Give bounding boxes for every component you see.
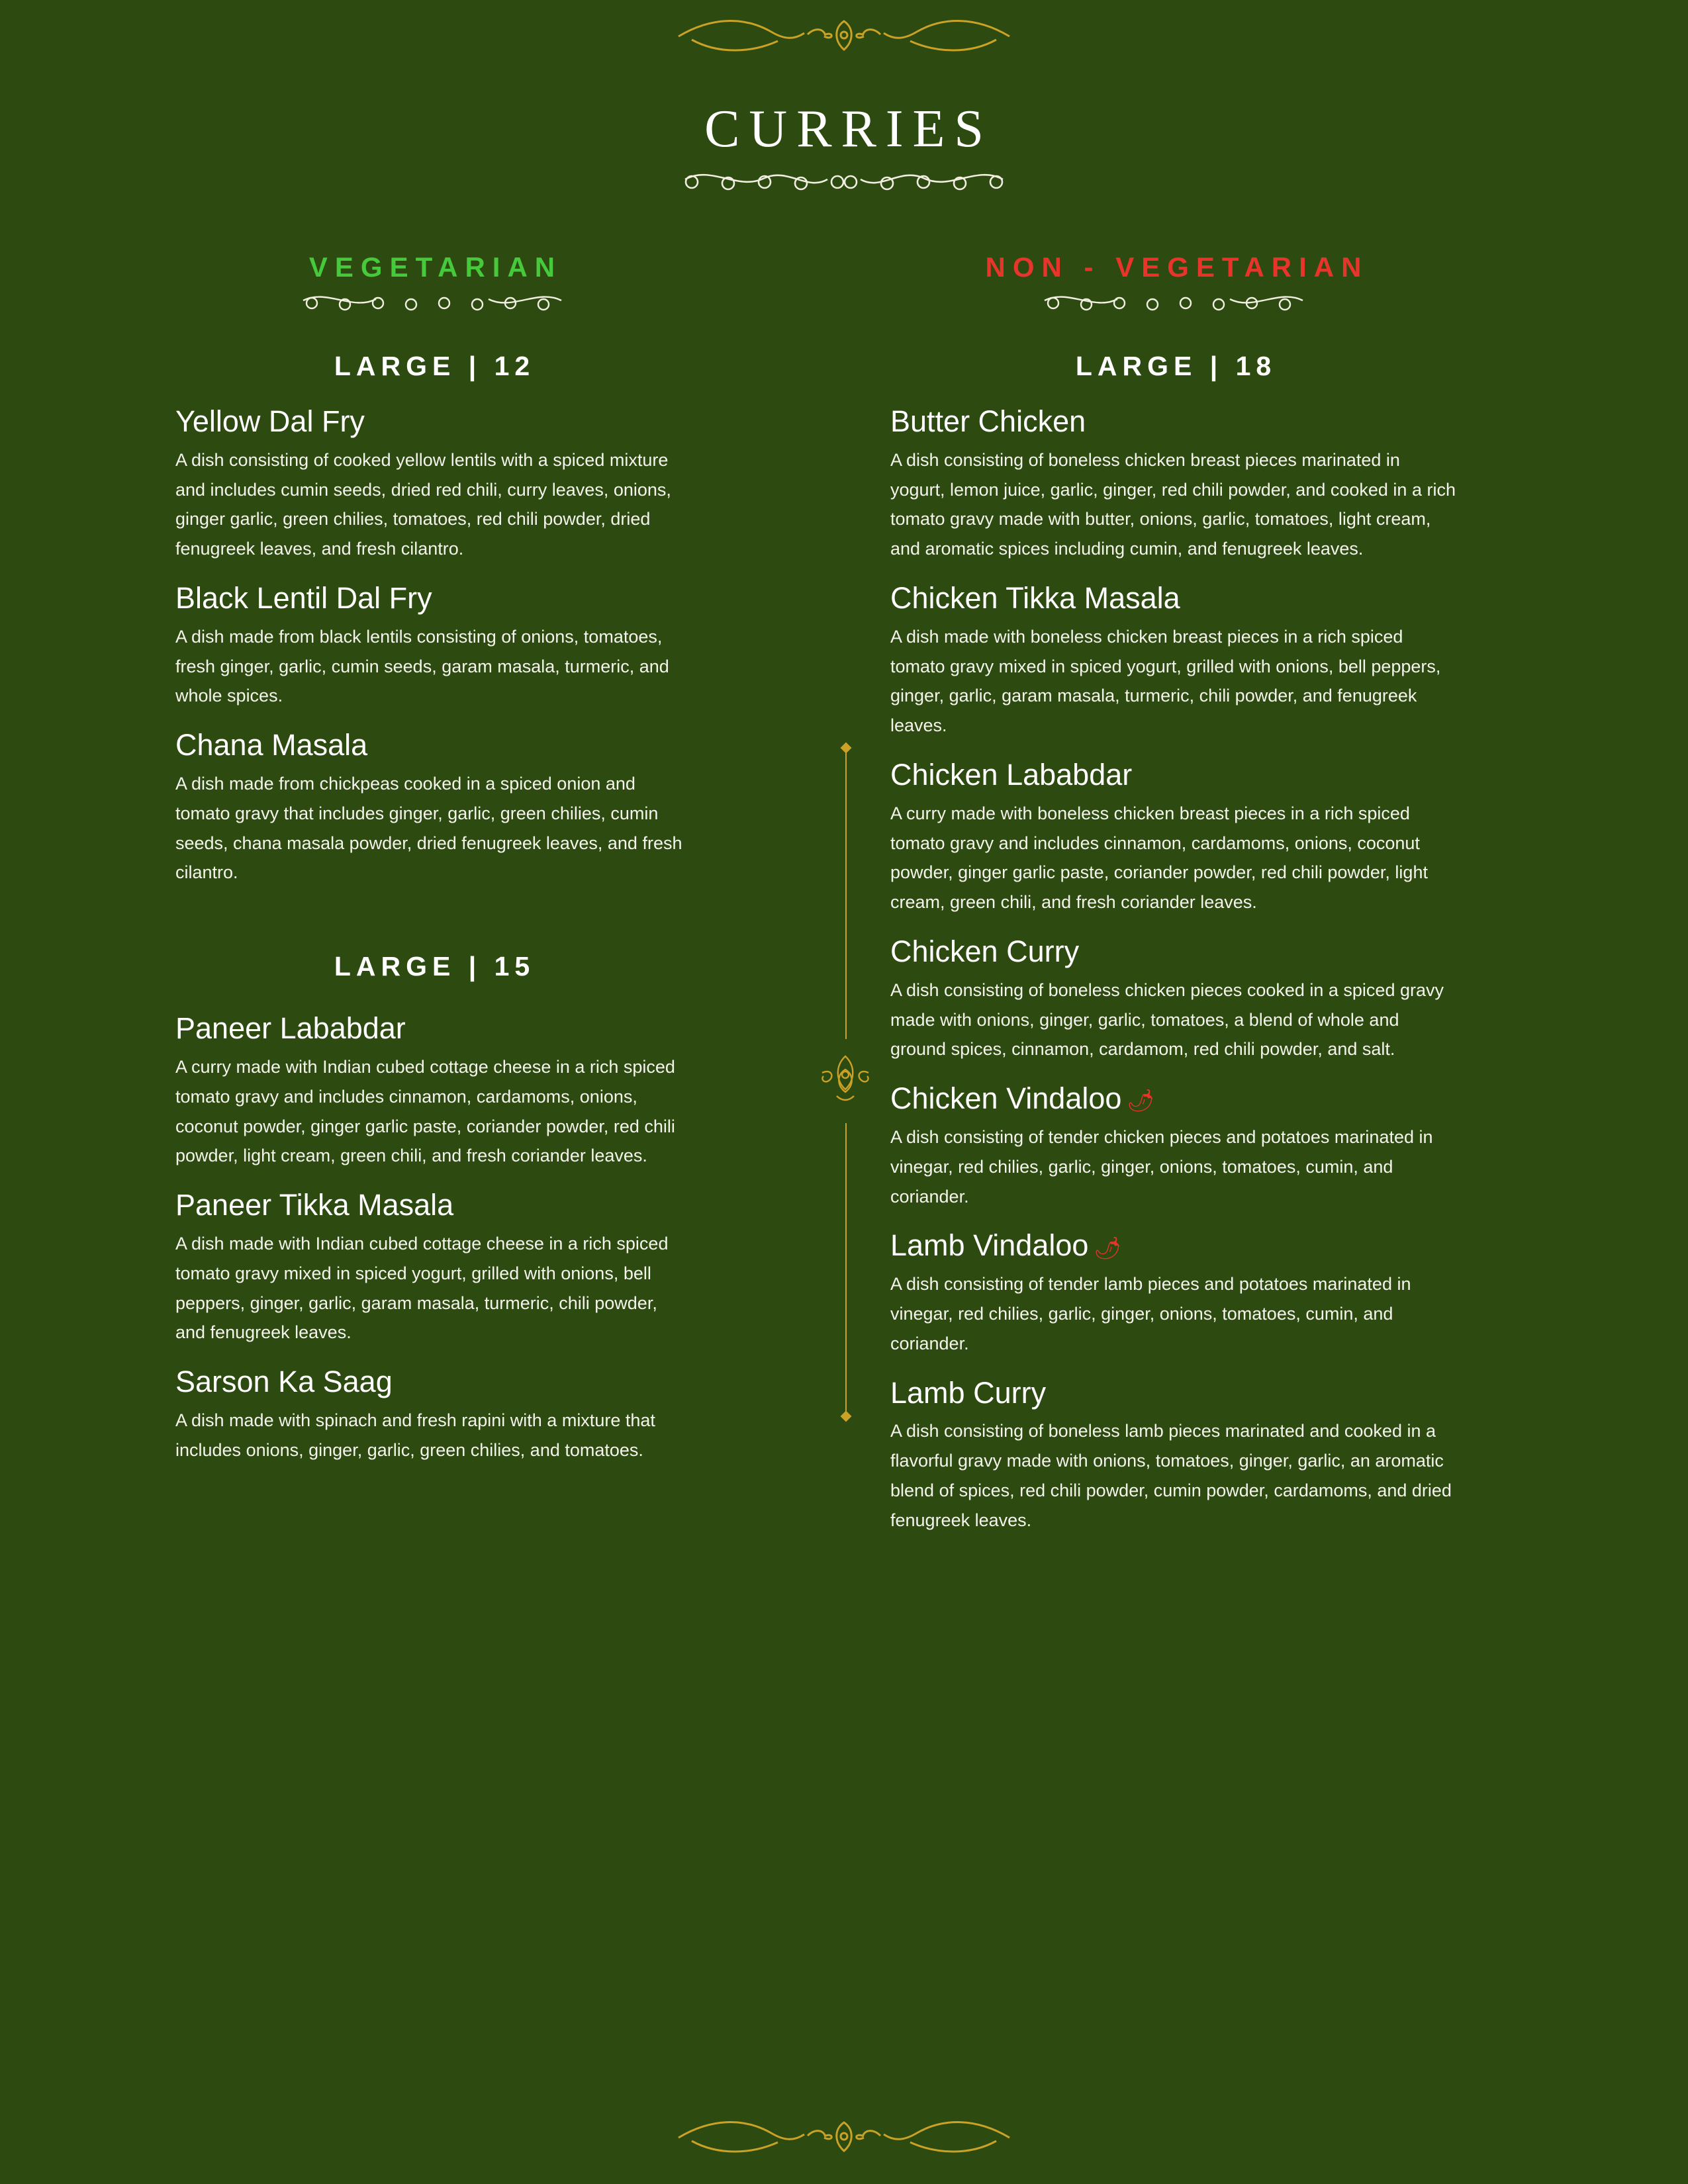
dish-description: A dish made from chickpeas cooked in a spiced onion and tomato gravy that includes ginger, garlic, green chilies, cumin seeds, chana masala powder, dried fenugreek leaves, and fresh cilantro. — [175, 773, 682, 883]
dish-name: Chicken Vindaloo — [890, 1081, 1122, 1116]
price-heading: LARGE | 15 — [334, 951, 536, 982]
dish-item — [890, 1081, 1456, 1211]
page-title: CURRIES — [704, 100, 993, 158]
dish-description: A curry made with boneless chicken breast pieces in a rich spiced tomato gravy and includes cinnamon, cardamoms, onions, coconut powder, ginger garlic paste, coriander powder, red chili powder, light cream, green chili, and fresh coriander leaves. — [890, 803, 1428, 913]
dish-description: A dish consisting of boneless lamb pieces marinated and cooked in a flavorful gravy made with onions, tomatoes, ginger, garlic, an aromatic blend of spices, red chili powder, cumin powder, cardamoms, and dried fenugreek leaves. — [890, 1421, 1452, 1530]
dish-description: A dish made with spinach and fresh rapini with a mixture that includes onions, ginger, garlic, green chilies, and tomatoes. — [175, 1410, 655, 1460]
dish-description: A dish consisting of boneless chicken breast pieces marinated in yogurt, lemon juice, garlic, ginger, red chili powder, and cooked in a rich tomato gravy made with butter, onions, garlic, tomatoes, light cream, and aromatic spices including cumin, and fenugreek leaves. — [890, 449, 1456, 559]
chili-icon: 🌶 — [1127, 1088, 1155, 1113]
dish-name: Yellow Dal Fry — [175, 404, 365, 438]
dish-item — [175, 581, 688, 711]
dish-description: A dish consisting of tender chicken pieces and potatoes marinated in vinegar, red chilies, garlic, ginger, onions, tomatoes, cumin, and coriander. — [890, 1126, 1433, 1206]
dish-item — [175, 1188, 688, 1347]
menu-columns — [0, 251, 1688, 1553]
column-vegetarian — [0, 251, 715, 1553]
dish-item — [890, 934, 1456, 1064]
column-non-vegetarian — [715, 251, 1496, 1553]
heading-flourish-icon — [175, 290, 688, 334]
dish-name-with-chili — [890, 1081, 1456, 1116]
dish-item — [175, 404, 688, 564]
dish-description: A dish made from black lentils consisting of onions, tomatoes, fresh ginger, garlic, cumin seeds, garam masala, turmeric, and whole spices. — [175, 626, 669, 706]
dish-name: Chicken Curry — [890, 934, 1080, 968]
dish-description: A dish made with boneless chicken breast pieces in a rich spiced tomato gravy mixed in spiced yogurt, grilled with onions, bell peppers, ginger, garlic, garam masala, turmeric, chili powder, and fenugreek leaves. — [890, 626, 1441, 736]
dish-name: Butter Chicken — [890, 404, 1086, 438]
dish-item — [890, 1376, 1456, 1535]
dish-name: Sarson Ka Saag — [175, 1365, 393, 1399]
dish-item — [890, 404, 1456, 564]
dish-name: Lamb Curry — [890, 1375, 1047, 1410]
dish-name: Paneer Tikka Masala — [175, 1188, 454, 1222]
dish-item — [175, 728, 688, 887]
dish-description: A dish consisting of cooked yellow lentils with a spiced mixture and includes cumin seeds, dried red chili, curry leaves, onions, ginger garlic, green chilies, tomatoes, red chili powder, dried fenugreek leaves, and fresh cilantro. — [175, 449, 671, 559]
dish-item — [175, 1365, 688, 1465]
dish-description: A dish consisting of boneless chicken pieces cooked in a spiced gravy made with onions, ginger, garlic, tomatoes, a blend of whole and ground spices, cinnamon, cardamom, red chili powder, and salt. — [890, 979, 1444, 1060]
dish-name: Chicken Tikka Masala — [890, 581, 1180, 615]
title-block — [0, 99, 1688, 199]
dish-item — [890, 581, 1456, 741]
ornament-flourish-icon — [0, 13, 1688, 63]
dish-item — [890, 758, 1456, 917]
title-flourish-icon — [0, 166, 1688, 199]
dish-name: Paneer Lababdar — [175, 1011, 406, 1046]
dish-description: A dish consisting of tender lamb pieces and potatoes marinated in vinegar, red chilies, garlic, ginger, onions, tomatoes, cumin, and coriander. — [890, 1274, 1411, 1353]
column-heading-non-vegetarian: NON - VEGETARIAN — [985, 251, 1369, 283]
chili-icon: 🌶 — [1094, 1235, 1122, 1260]
heading-flourish-icon — [890, 290, 1456, 334]
dish-description: A dish made with Indian cubed cottage cheese in a rich spiced tomato gravy mixed in spiced yogurt, grilled with onions, bell peppers, ginger, garlic, garam masala, turmeric, chili powder, and fenugreek leaves. — [175, 1233, 669, 1343]
dish-name-with-chili — [890, 1228, 1456, 1263]
dish-name: Chana Masala — [175, 728, 368, 762]
dish-item — [175, 1011, 688, 1171]
price-heading: LARGE | 18 — [1075, 351, 1277, 381]
dish-item — [890, 1228, 1456, 1358]
dish-name: Black Lentil Dal Fry — [175, 581, 432, 615]
dish-name: Lamb Vindaloo — [890, 1228, 1089, 1263]
price-heading: LARGE | 12 — [334, 351, 536, 381]
ornament-flourish-icon — [0, 2115, 1688, 2164]
dish-name: Chicken Lababdar — [890, 758, 1133, 792]
dish-description: A curry made with Indian cubed cottage cheese in a rich spiced tomato gravy and includes cinnamon, cardamoms, onions, coconut powder, ginger garlic paste, coriander powder, red chili powder, light cream, green chili, and fresh coriander leaves. — [175, 1056, 675, 1166]
column-heading-vegetarian: VEGETARIAN — [308, 251, 563, 283]
